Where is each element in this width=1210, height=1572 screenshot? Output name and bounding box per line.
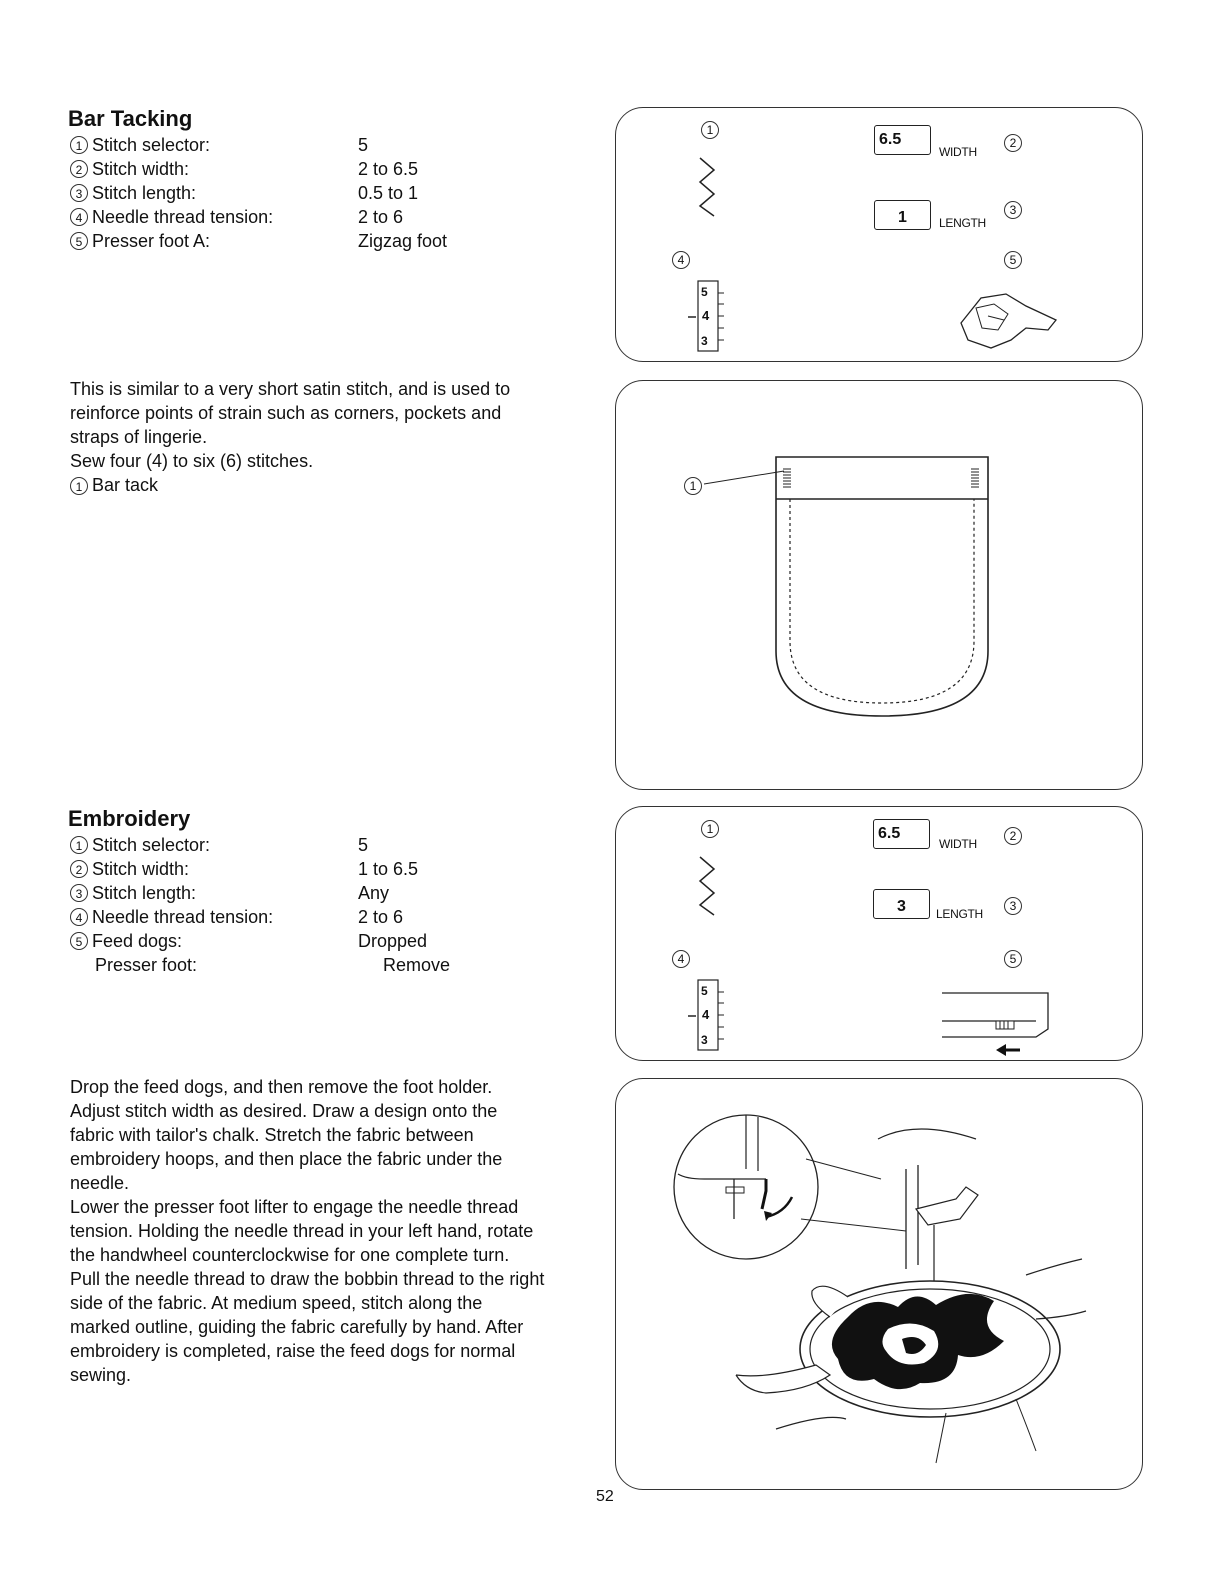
width-dial: 6.5 — [874, 125, 931, 155]
spec-label: Stitch selector: — [92, 135, 211, 155]
length-label: LENGTH — [939, 216, 986, 230]
paragraph-line: This is similar to a very short satin stitch, and is used to — [70, 379, 511, 399]
paragraph-line: fabric with tailor's chalk. Stretch the fabric between — [70, 1125, 474, 1145]
width-dial: 6.5 — [873, 819, 930, 849]
tension-mark: 5 — [701, 285, 708, 299]
spec-row — [70, 181, 558, 205]
width-label: WIDTH — [939, 837, 977, 851]
spec-row — [70, 905, 583, 929]
spec-value: Any — [358, 883, 390, 903]
page-number: 52 — [596, 1488, 614, 1505]
panel-number: 5 — [1004, 251, 1022, 269]
circled-number: 4 — [70, 208, 88, 226]
paragraph-line: the handwheel counterclockwise for one complete turn. — [70, 1245, 510, 1265]
panel-number: 3 — [1004, 897, 1022, 915]
section-title-embroidery: Embroidery — [68, 806, 191, 831]
tension-mark: 3 — [701, 334, 708, 348]
panel-number: 5 — [1004, 950, 1022, 968]
spec-label: Presser foot: — [95, 955, 198, 975]
spec-label: Stitch length: — [92, 883, 197, 903]
paragraph-line: Pull the needle thread to draw the bobbin thread to the right — [70, 1269, 545, 1289]
panel-number: 4 — [672, 251, 690, 269]
paragraph-line: sewing. — [70, 1365, 132, 1385]
embroidery-specs — [70, 833, 583, 977]
panel-number: 1 — [684, 477, 702, 495]
spec-row — [70, 133, 558, 157]
paragraph-line: embroidery is completed, raise the feed dogs for normal — [70, 1341, 516, 1361]
panel-number: 3 — [1004, 201, 1022, 219]
spec-row — [70, 953, 583, 977]
spec-value: 1 to 6.5 — [358, 859, 419, 879]
circled-number: 3 — [70, 184, 88, 202]
panel-number: 2 — [1004, 827, 1022, 845]
circled-number: 5 — [70, 232, 88, 250]
spec-row — [70, 229, 558, 253]
spec-value: Remove — [383, 955, 451, 975]
spec-value: 5 — [358, 835, 369, 855]
spec-value: 2 to 6 — [358, 207, 404, 227]
paragraph-line: Lower the presser foot lifter to engage the needle thread — [70, 1197, 519, 1217]
circled-number: 3 — [70, 884, 88, 902]
spec-label: Feed dogs: — [92, 931, 183, 951]
spec-label: Stitch width: — [92, 159, 190, 179]
circled-number: 4 — [70, 908, 88, 926]
spec-value: 0.5 to 1 — [358, 183, 419, 203]
spec-label: Needle thread tension: — [92, 207, 274, 227]
spec-row — [70, 833, 583, 857]
spec-row — [70, 857, 583, 881]
spec-value: Dropped — [358, 931, 428, 951]
paragraph-line: Adjust stitch width as desired. Draw a design onto the — [70, 1101, 498, 1121]
pocket-bar-tack-illustration — [616, 381, 1144, 791]
spec-value: 2 to 6.5 — [358, 159, 419, 179]
panel-number: 1 — [701, 820, 719, 838]
paragraph-line: straps of lingerie. — [70, 427, 208, 447]
section-title-bar-tacking: Bar Tacking — [68, 106, 193, 131]
length-dial: 1 — [874, 200, 931, 230]
spec-label: Stitch width: — [92, 859, 190, 879]
spec-label: Stitch length: — [92, 183, 197, 203]
tension-mark: 5 — [701, 984, 708, 998]
circled-number: 1 — [70, 477, 88, 495]
bar-tacking-settings-panel — [615, 107, 1143, 362]
length-dial: 3 — [873, 889, 930, 919]
bar-tacking-specs — [70, 133, 558, 253]
embroidery-settings-panel — [615, 806, 1143, 1061]
pocket-illustration-panel — [615, 380, 1143, 790]
spec-label: Stitch selector: — [92, 835, 211, 855]
paragraph-line: Drop the feed dogs, and then remove the foot holder. — [70, 1077, 493, 1097]
paragraph-line: reinforce points of strain such as corners, pockets and — [70, 403, 502, 423]
circled-number: 2 — [70, 860, 88, 878]
circled-number: 2 — [70, 160, 88, 178]
circled-number: 1 — [70, 136, 88, 154]
spec-label: Needle thread tension: — [92, 907, 274, 927]
spec-value: 2 to 6 — [358, 907, 404, 927]
embroidery-description — [70, 1075, 544, 1387]
spec-row — [70, 205, 558, 229]
paragraph-line: needle. — [70, 1173, 130, 1193]
spec-row — [70, 881, 583, 905]
panel-number: 1 — [701, 121, 719, 139]
callout-label: Bar tack — [92, 475, 159, 495]
spec-row — [70, 929, 583, 953]
tension-mark: 4 — [702, 1007, 709, 1022]
bar-tacking-description — [70, 377, 510, 497]
embroidery-hoop-illustration — [616, 1079, 1144, 1491]
spec-label: Presser foot A: — [92, 231, 211, 251]
paragraph-line: marked outline, guiding the fabric carefully by hand. After — [70, 1317, 524, 1337]
tension-mark: 3 — [701, 1033, 708, 1047]
circled-number: 1 — [70, 836, 88, 854]
panel-number: 4 — [672, 950, 690, 968]
embroidery-hoop-illustration-panel — [615, 1078, 1143, 1490]
length-label: LENGTH — [936, 907, 983, 921]
width-label: WIDTH — [939, 145, 977, 159]
spec-value: 5 — [358, 135, 369, 155]
tension-mark: 4 — [702, 308, 709, 323]
callout-line — [70, 473, 510, 497]
panel-number: 2 — [1004, 134, 1022, 152]
spec-row — [70, 157, 558, 181]
paragraph-line: Sew four (4) to six (6) stitches. — [70, 451, 314, 471]
circled-number: 5 — [70, 932, 88, 950]
spec-value: Zigzag foot — [358, 231, 448, 251]
paragraph-line: embroidery hoops, and then place the fabric under the — [70, 1149, 503, 1169]
paragraph-line: side of the fabric. At medium speed, stitch along the — [70, 1293, 483, 1313]
paragraph-line: tension. Holding the needle thread in your left hand, rotate — [70, 1221, 534, 1241]
